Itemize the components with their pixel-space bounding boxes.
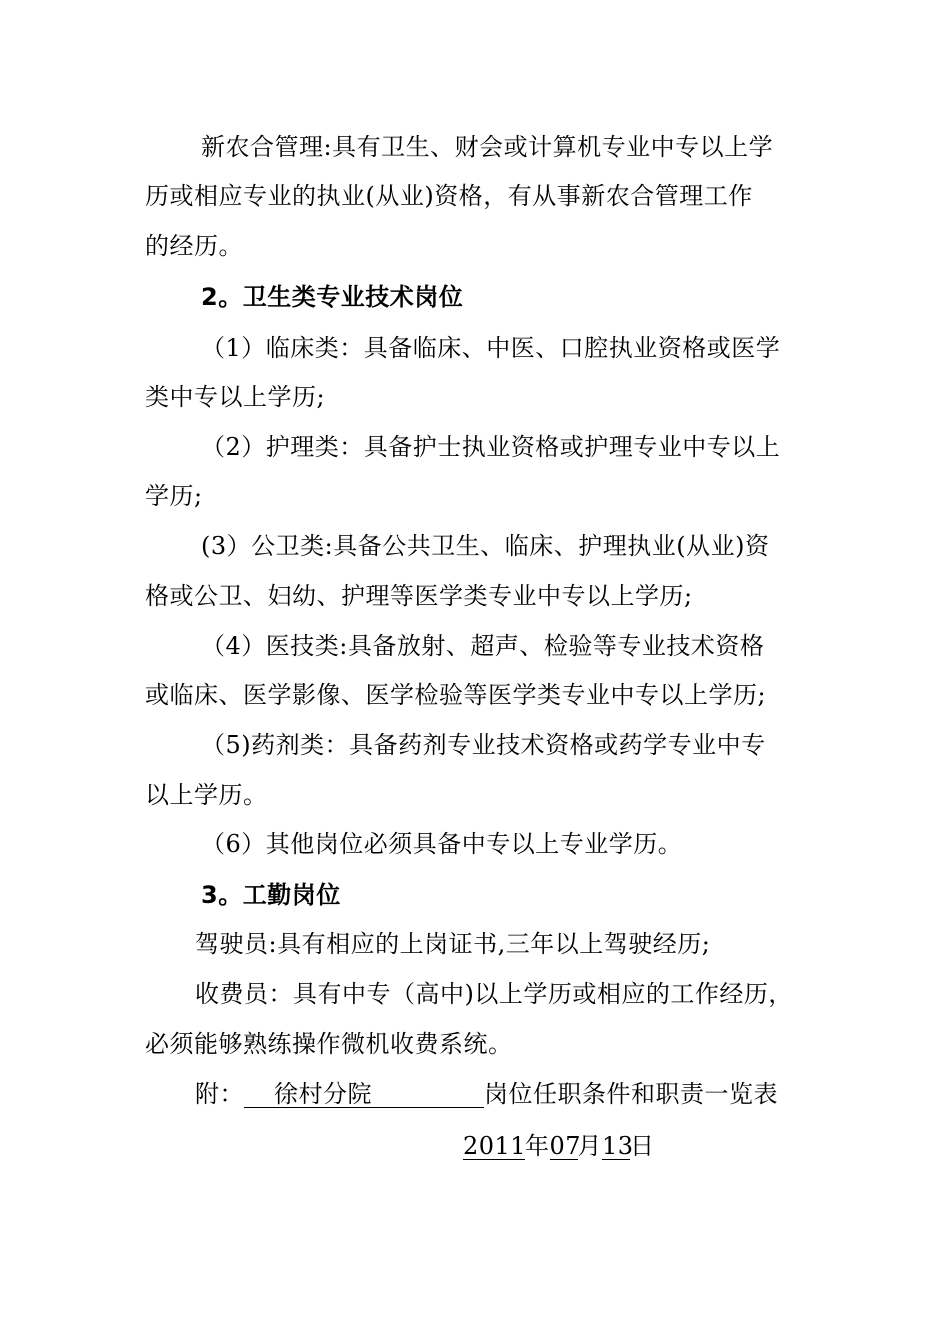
paragraph-line: （2）护理类：具备护士执业资格或护理专业中专以上 [201, 433, 781, 461]
paragraph-line: 的经历。 [145, 232, 243, 260]
date-day-label: 日 [630, 1132, 655, 1160]
paragraph-line: （4）医技类:具备放射、超声、检验等专业技术资格 [201, 632, 765, 660]
date-month: 07 [549, 1132, 582, 1160]
paragraph-line: 以上学历。 [145, 781, 268, 809]
paragraph-line: 类中专以上学历; [145, 383, 326, 411]
paragraph-line: 历或相应专业的执业(从业)资格，有从事新农合管理工作 [145, 182, 753, 210]
paragraph-line: 学历; [145, 482, 203, 510]
attachment-line [195, 1079, 778, 1109]
paragraph-line: 驾驶员:具有相应的上岗证书,三年以上驾驶经历; [195, 930, 711, 958]
date-year: 2011 [463, 1132, 527, 1160]
date-line [463, 1131, 655, 1161]
paragraph-line: 必须能够熟练操作微机收费系统。 [145, 1030, 513, 1058]
paragraph-line: （6）其他岗位必须具备中专以上专业学历。 [201, 830, 683, 858]
section-heading: 2。卫生类专业技术岗位 [201, 283, 464, 311]
paragraph-line: （5)药剂类：具备药剂专业技术资格或药学专业中专 [201, 731, 766, 759]
attachment-unit-field: 徐村分院 [244, 1081, 484, 1108]
section-heading: 3。工勤岗位 [201, 881, 341, 909]
paragraph-line: (3）公卫类:具备公共卫生、临床、护理执业(从业)资 [201, 532, 770, 560]
attachment-suffix: 岗位任职条件和职责一览表 [484, 1080, 778, 1108]
paragraph-line: 格或公卫、妇幼、护理等医学类专业中专以上学历; [145, 582, 693, 610]
date-year-label: 年 [525, 1132, 550, 1160]
paragraph-line: 收费员：具有中专（高中)以上学历或相应的工作经历， [195, 980, 793, 1008]
date-day: 13 [602, 1132, 634, 1160]
paragraph-line: 或临床、医学影像、医学检验等医学类专业中专以上学历; [145, 681, 767, 709]
attachment-prefix: 附： [195, 1080, 244, 1108]
paragraph-line: 新农合管理:具有卫生、财会或计算机专业中专以上学 [201, 133, 774, 161]
date-month-label: 月 [577, 1132, 602, 1160]
paragraph-line: （1）临床类：具备临床、中医、口腔执业资格或医学 [201, 334, 781, 362]
